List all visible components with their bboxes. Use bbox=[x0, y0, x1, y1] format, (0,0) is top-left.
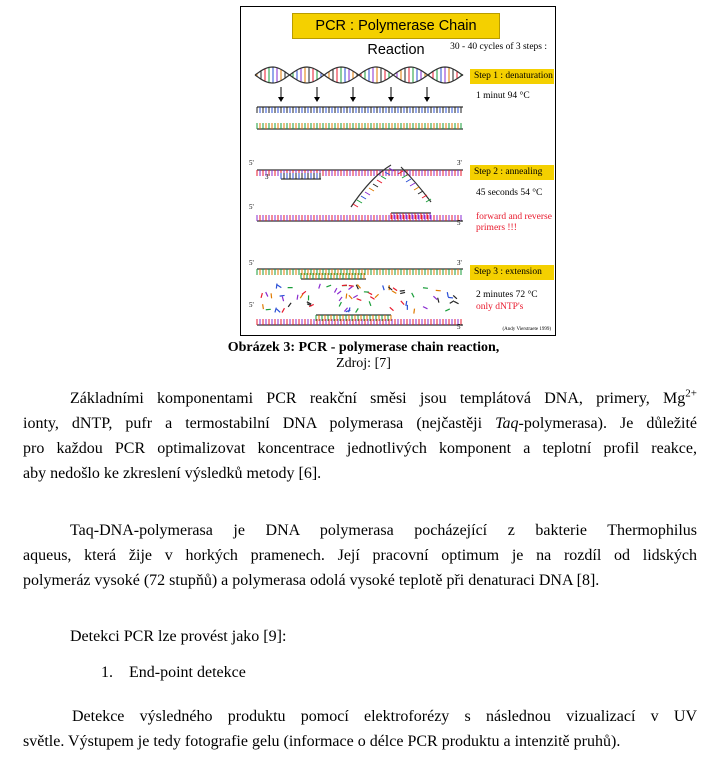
paragraph-taq-polymerase bbox=[23, 518, 697, 593]
step-2-extra-2: primers !!! bbox=[476, 223, 517, 233]
step-3-note: 2 minutes 72 °C bbox=[476, 290, 538, 300]
text-line: aqueus, která žije v horkých pramenech. Její pracovní optimum je na rozdíl od lidských bbox=[23, 547, 697, 564]
dna-segment bbox=[377, 180, 382, 183]
dna-segment bbox=[390, 307, 394, 310]
dna-backbone bbox=[255, 67, 463, 83]
dna-segment bbox=[453, 295, 457, 298]
figure-caption-title: Obrázek 3: PCR - polymerase chain reaction, bbox=[227, 340, 500, 355]
text-line: světle. Výstupem je tedy fotografie gelu (informace o délce PCR produktu a intenzitě pruhů). bbox=[23, 733, 621, 750]
dna-segment bbox=[381, 176, 386, 179]
text-line: Základními komponentami PCR reakční směsi jsou templátová DNA, primery, $Mg^{2+}$ bbox=[70, 387, 697, 407]
dna-segment bbox=[406, 179, 411, 182]
figure-caption-source: Zdroj: [7] bbox=[336, 356, 391, 371]
dna-segment bbox=[423, 288, 428, 289]
dna-strands bbox=[257, 107, 463, 325]
dna-segment bbox=[337, 291, 341, 294]
text-line: Detekce výsledného produktu pomocí elektroforézy s následnou vizualizací v UV bbox=[72, 708, 697, 725]
dna-segment bbox=[353, 295, 357, 297]
arrow-down-icon bbox=[350, 97, 356, 102]
dna-segment bbox=[392, 291, 396, 294]
dna-segment bbox=[393, 288, 397, 291]
list-item-label: End-point detekce bbox=[129, 664, 246, 681]
dna-segment bbox=[339, 302, 341, 306]
prime-3-label: 3' bbox=[457, 159, 462, 167]
dna-segment bbox=[349, 286, 354, 287]
dna-segment bbox=[326, 285, 331, 287]
list-item-end-point bbox=[101, 660, 501, 685]
paragraph-electrophoresis bbox=[23, 704, 697, 754]
text-line: Detekci PCR lze provést jako [9]: bbox=[70, 628, 287, 645]
prime-5-label: 5' bbox=[249, 259, 254, 267]
dna-segment bbox=[277, 285, 281, 288]
dna-segment bbox=[275, 308, 276, 313]
dna-segment bbox=[282, 296, 283, 301]
dna-segment bbox=[271, 293, 272, 298]
dntp-fragments bbox=[261, 284, 459, 314]
text-line: Taq-DNA-polymerasa je DNA polymerasa pocházející z bakterie Thermophilus bbox=[70, 522, 697, 539]
dna-segment bbox=[418, 191, 423, 194]
dna-segment bbox=[282, 308, 284, 312]
step-1-note: 1 minut 94 °C bbox=[476, 91, 530, 101]
dna-segment bbox=[410, 183, 415, 186]
dna-segment bbox=[346, 310, 351, 312]
dna-segment bbox=[349, 295, 352, 299]
dna-segment bbox=[348, 287, 352, 290]
dna-segment bbox=[346, 294, 347, 299]
text-line: pro každou PCR optimalizovat koncentrace jednotlivých komponent a teplotní profil reakce, bbox=[23, 440, 697, 457]
dna-segment bbox=[356, 308, 359, 312]
prime-5-label: 5' bbox=[249, 159, 254, 167]
dna-helix bbox=[255, 67, 463, 102]
dna-segment bbox=[414, 187, 419, 190]
dna-segment bbox=[406, 301, 407, 306]
paragraph-pcr-components bbox=[23, 386, 697, 486]
dna-segment bbox=[280, 295, 285, 296]
dna-segment bbox=[302, 291, 306, 294]
step-2-label: Step 2 : annealing bbox=[470, 165, 554, 180]
step-3-label: Step 3 : extension bbox=[470, 265, 554, 280]
prime-3-label: 3' bbox=[457, 259, 462, 267]
step-1-label: Step 1 : denaturation bbox=[470, 69, 554, 84]
text-line: ionty, dNTP, pufr a termostabilní DNA polymerasa (nejčastěji Taq-polymerasa). Je důležité bbox=[23, 415, 698, 432]
prime-5-label: 5' bbox=[249, 301, 254, 309]
dna-segment bbox=[261, 293, 262, 298]
dna-segment bbox=[454, 301, 458, 303]
prime-5-label: 5' bbox=[457, 323, 462, 331]
dna-segment bbox=[365, 192, 370, 195]
arrow-down-icon bbox=[424, 97, 430, 102]
dna-segment bbox=[450, 301, 454, 304]
text-line: polymeráz vysoké (72 stupňů) a polymerasa odolá vysoké teplotě při denaturaci DNA [8]. bbox=[23, 572, 600, 589]
paragraph-detection-intro bbox=[23, 624, 697, 649]
dna-segment bbox=[445, 309, 450, 311]
dna-segment bbox=[412, 293, 414, 297]
dna-segment bbox=[353, 204, 358, 207]
figure-credit: (Andy Vierstraete 1999) bbox=[502, 327, 551, 332]
dna-segment bbox=[447, 292, 448, 297]
dna-segment bbox=[357, 299, 362, 301]
dna-segment bbox=[375, 294, 379, 297]
arrow-down-icon bbox=[388, 97, 394, 102]
cycles-note: 30 - 40 cycles of 3 steps : bbox=[450, 42, 547, 52]
dna-segment bbox=[448, 297, 453, 298]
dna-segment bbox=[288, 303, 291, 307]
dna-segment bbox=[369, 188, 374, 191]
dna-segment bbox=[361, 196, 366, 199]
prime-5-label: 5' bbox=[249, 203, 254, 211]
dna-segment bbox=[433, 296, 437, 299]
list-number: 1. bbox=[101, 664, 113, 681]
step-3-extra-1: only dNTP's bbox=[476, 302, 524, 312]
prime-5-label: 5' bbox=[457, 219, 462, 227]
dna-segment bbox=[400, 292, 405, 293]
arrow-down-icon bbox=[278, 97, 284, 102]
arrow-down-icon bbox=[314, 97, 320, 102]
dna-segment bbox=[373, 184, 378, 187]
dna-segment bbox=[423, 307, 427, 309]
text-line: aby nedošlo ke zkreslení výsledků metody [6]. bbox=[23, 465, 322, 482]
dna-segment bbox=[383, 285, 384, 290]
dna-segment bbox=[277, 309, 281, 312]
dna-segment bbox=[319, 284, 321, 289]
dna-segment bbox=[438, 298, 439, 303]
step-2-note: 45 seconds 54 °C bbox=[476, 188, 543, 198]
step-2-extra-1: forward and reverse bbox=[476, 212, 552, 222]
dna-segment bbox=[263, 304, 264, 309]
dna-segment bbox=[276, 284, 277, 289]
prime-3-label: 3' bbox=[265, 173, 270, 181]
pcr-figure bbox=[240, 6, 556, 336]
dna-segment bbox=[369, 301, 371, 306]
figure-title: PCR : Polymerase Chain Reaction bbox=[292, 13, 500, 39]
dna-segment bbox=[400, 290, 405, 291]
dna-segment bbox=[266, 292, 268, 297]
dna-segment bbox=[414, 309, 415, 314]
dna-segment bbox=[339, 297, 342, 301]
dna-segment bbox=[370, 297, 374, 300]
dna-segment bbox=[334, 288, 336, 292]
dna-segment bbox=[357, 200, 362, 203]
dna-segment bbox=[401, 301, 404, 305]
dna-segment bbox=[297, 295, 298, 300]
